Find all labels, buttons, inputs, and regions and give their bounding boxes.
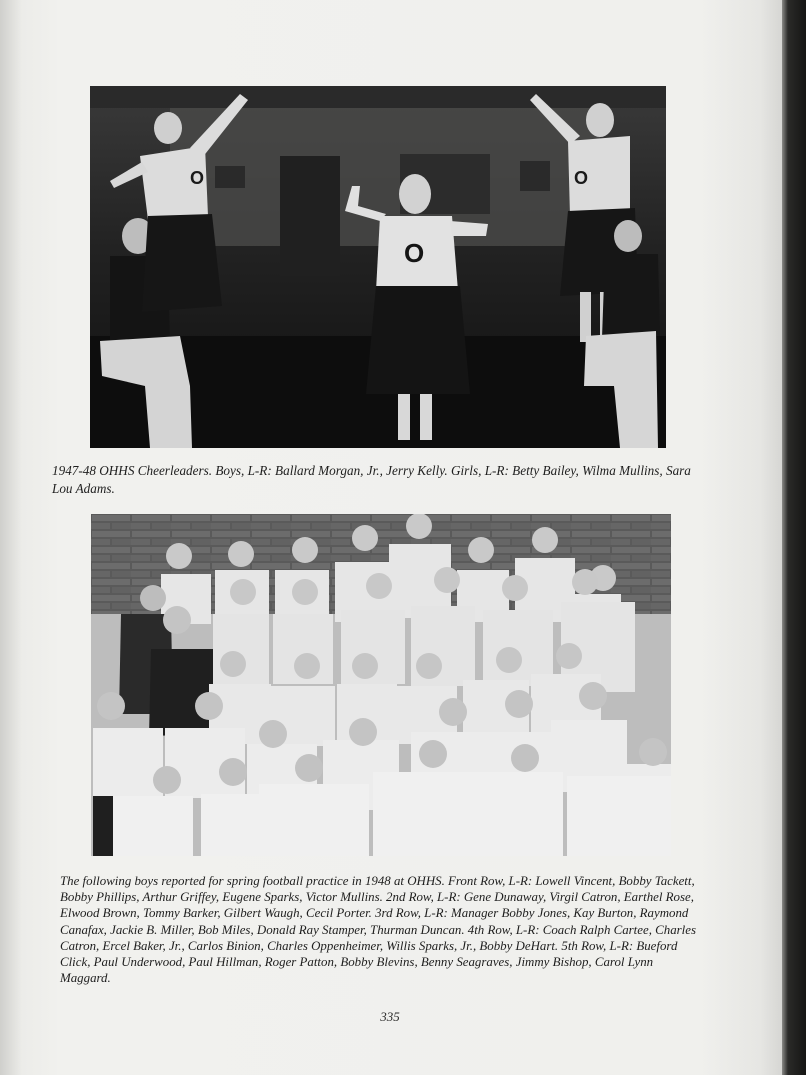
book-spine-shadow <box>782 0 806 1075</box>
left-sweater-letter: O <box>190 168 205 188</box>
center-sweater-letter: O <box>404 238 425 268</box>
football-team-photo <box>91 514 671 856</box>
page-number: 335 <box>380 1009 400 1024</box>
cheerleaders-photo <box>90 86 666 448</box>
right-sweater-letter: O <box>574 168 589 188</box>
cheerleaders-photo-image <box>90 86 666 448</box>
football-team-photo-image <box>91 514 671 856</box>
cheerleaders-caption: 1947-48 OHHS Cheerleaders. Boys, L-R: Ballard Morgan, Jr., Jerry Kelly. Girls, L-R: Betty Bailey, Wilma Mullins, Sara Lou Adams. <box>52 463 691 496</box>
football-caption: The following boys reported for spring football practice in 1948 at OHHS. Front Row, L-R: Lowell Vincent, Bobby Tackett, Bobby Phillips, Arthur Griffey, Eugene Sparks, Victor Mullins. 2nd Row, L-R: Gene Dunaway, Virgil Catron, Earthel Rose, Elwood Brown, Tommy Barker, Gilbert Waugh, Cecil Porter. 3rd Row, L-R: Manager Bobby Jones, Kay Burton, Raymond Canafax, Jackie B. Miller, Bob Miles, Donald Ray Stamper, Thurman Duncan. 4th Row, L-R: Coach Ralph Cartee, Charles Catron, Ercel Baker, Jr., Carlos Binion, Charles Oppenheimer, Willis Sparks, Jr., Bobby DeHart. 5th Row, L-R: Bueford Click, Paul Underwood, Paul Hillman, Roger Patton, Bobby Blevins, Benny Seagraves, Jimmy Bishop, Carol Lynn Maggard. <box>60 874 696 986</box>
